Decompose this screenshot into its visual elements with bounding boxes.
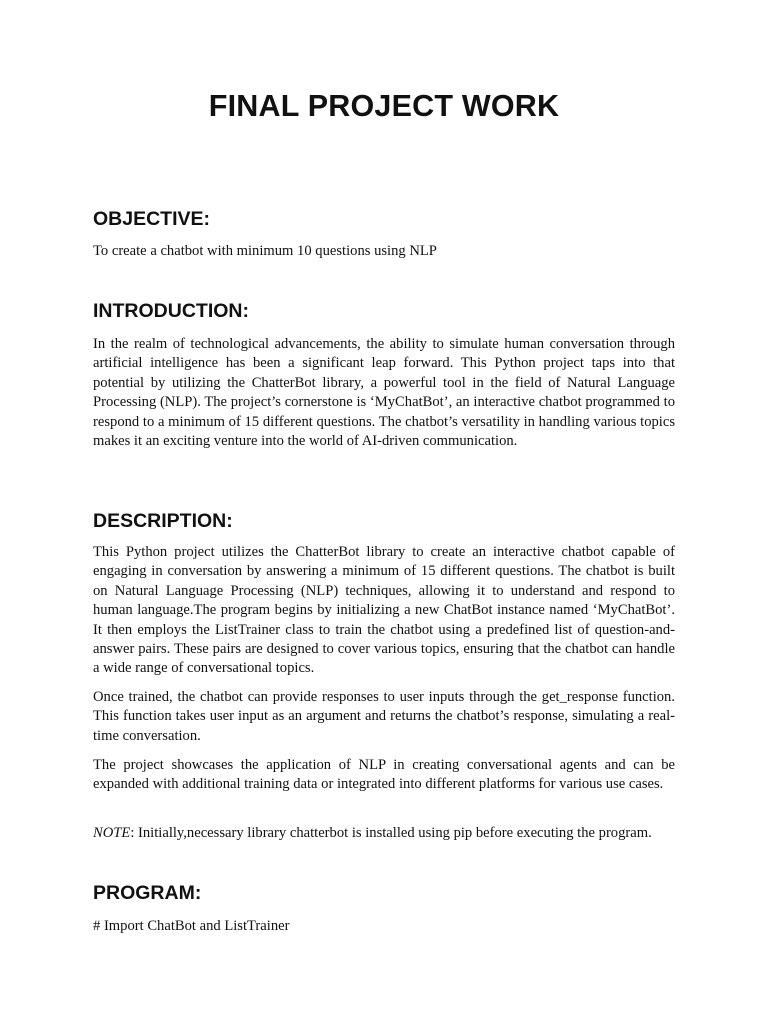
note-label: NOTE bbox=[93, 825, 131, 841]
document-title: FINAL PROJECT WORK bbox=[208, 89, 560, 123]
description-paragraph-3: The project showcases the application of NLP in creating conversational agents and can be expanded with additional training data or integrated into different platforms for various use cases. bbox=[93, 757, 675, 793]
objective-heading: OBJECTIVE: bbox=[93, 208, 211, 230]
program-first-line: # Import ChatBot and ListTrainer bbox=[93, 918, 290, 934]
program-heading: PROGRAM: bbox=[93, 882, 202, 904]
introduction-heading: INTRODUCTION: bbox=[93, 300, 249, 322]
introduction-paragraph: In the realm of technological advancements, the ability to simulate human conversation through artificial intelligence has been a significant leap forward. This Python project taps into that potential by utilizing the ChatterBot library, a powerful tool in the field of Natural Language Processing (NLP). The project’s cornerstone is ‘MyChatBot’, an interactive chatbot programmed to respond to a minimum of 15 different questions. The chatbot’s versatility in handling various topics makes it an exciting venture into the world of AI-driven communication. bbox=[93, 336, 675, 450]
note-paragraph bbox=[93, 824, 675, 843]
description-paragraph-1: This Python project utilizes the ChatterBot library to create an interactive chatbot capable of engaging in conversation by answering a minimum of 15 different questions. The chatbot is built on Natural Language Processing (NLP) techniques, allowing it to understand and respond to human language.The program begins by initializing a new ChatBot instance named ‘MyChatBot’. It then employs the ListTrainer class to train the chatbot using a predefined list of question-and-answer pairs. These pairs are designed to cover various topics, ensuring that the chatbot can handle a wide range of conversational topics. bbox=[93, 544, 675, 677]
note-text: : Initially,necessary library chatterbot is installed using pip before executing the program. bbox=[130, 825, 652, 841]
description-heading: DESCRIPTION: bbox=[93, 510, 233, 532]
objective-text: To create a chatbot with minimum 10 questions using NLP bbox=[93, 243, 437, 259]
description-paragraph-2: Once trained, the chatbot can provide responses to user inputs through the get_response function. This function takes user input as an argument and returns the chatbot’s response, simulating a real-time conversation. bbox=[93, 689, 675, 744]
